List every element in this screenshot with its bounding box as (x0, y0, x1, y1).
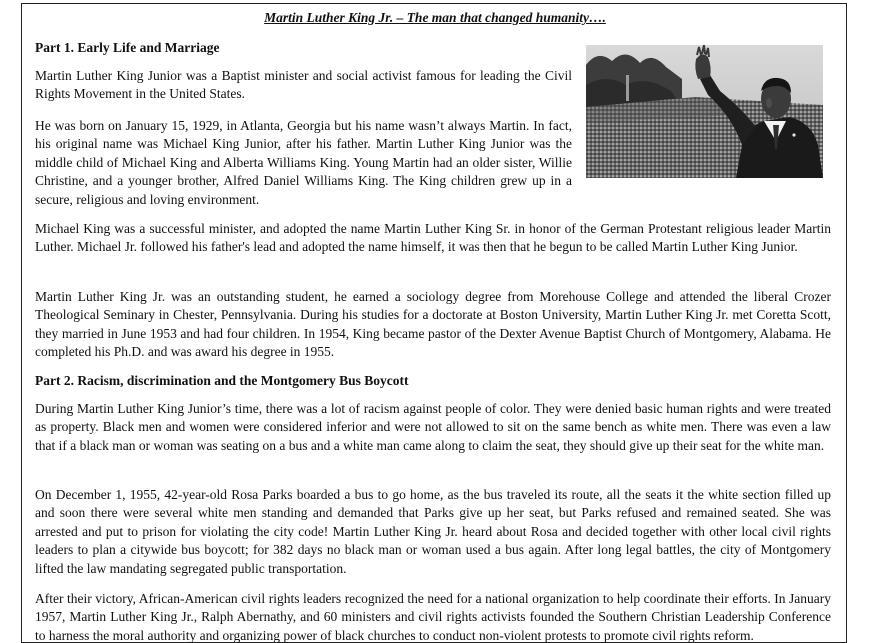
part1-paragraph-3: Michael King was a successful minister, and adopted the name Martin Luther King Sr. in honor of the German Protestant religious leader Martin Luther. Michael Jr. followed his father's lead and adopted the name himself, it was then that he begun to be called Martin Luther King Junior. (35, 221, 831, 255)
document-page (21, 3, 847, 643)
part1-heading: Part 1. Early Life and Marriage (35, 40, 220, 55)
part1-paragraph-4: Martin Luther King Jr. was an outstanding student, he earned a sociology degree from Morehouse College and attended the liberal Crozer Theological Seminary in Chester, Pennsylvania. During his studies for a doctorate at Boston University, Martin Luther King Jr. met Coretta Scott, they married in June 1953 and had four children. In 1954, King became pastor of the Dexter Avenue Baptist Church of Montgomery, Alabama. He completed his Ph.D. and was award his degree in 1955. (35, 289, 831, 360)
part2-paragraph-2: On December 1, 1955, 42-year-old Rosa Parks boarded a bus to go home, as the bus traveled its route, all the seats it the white section filled up and soon there were several white men standing and demanded that Parks give up her seat, but Parks refused and remained seated. She was arrested and put to prison for violating the city code! Martin Luther King Jr. heard about Rosa and decided together with other local civil rights leaders to plan a citywide bus boycott; for 382 days no black man or woman used a bus again. After long legal battles, the city of Montgomery lifted the law mandating segregated public transportation. (35, 487, 831, 576)
part2-heading: Part 2. Racism, discrimination and the Montgomery Bus Boycott (35, 373, 409, 388)
part1-paragraph-2: He was born on January 15, 1929, in Atlanta, Georgia but his name wasn’t always Martin. In fact, his original name was Michael King Junior, after his father. Martin Luther King Junior was the middle child of Michael King and Alberta Williams King. Young Martin had an older sister, Willie Christine, and a younger brother, Alfred Daniel Williams King. The King children grew up in a secure, religious and loving environment. (35, 118, 572, 207)
document-title: Martin Luther King Jr. – The man that changed humanity…. (264, 10, 606, 25)
mlk-photo (586, 45, 823, 178)
part2-paragraph-3: After their victory, African-American civil rights leaders recognized the need for a national organization to help coordinate their efforts. In January 1957, Martin Luther King Jr., Ralph Abernathy, and 60 ministers and civil rights activists founded the Southern Christian Leadership Conference to harness the moral authority and organizing power of black churches to conduct non-violent protests to promote civil rights reform. (35, 591, 831, 643)
part2-paragraph-1: During Martin Luther King Junior’s time, there was a lot of racism against people of color. They were denied basic human rights and were treated as property. Black men and women were considered inferior and were not allowed to sit on the same bench as white men. There was even a law that if a black man or woman was seating on a bus and a white man came along to claim the seat, they should give up their seat for the white man. (35, 401, 831, 453)
part1-paragraph-1: Martin Luther King Junior was a Baptist minister and social activist famous for leading the Civil Rights Movement in the United States. (35, 68, 572, 102)
